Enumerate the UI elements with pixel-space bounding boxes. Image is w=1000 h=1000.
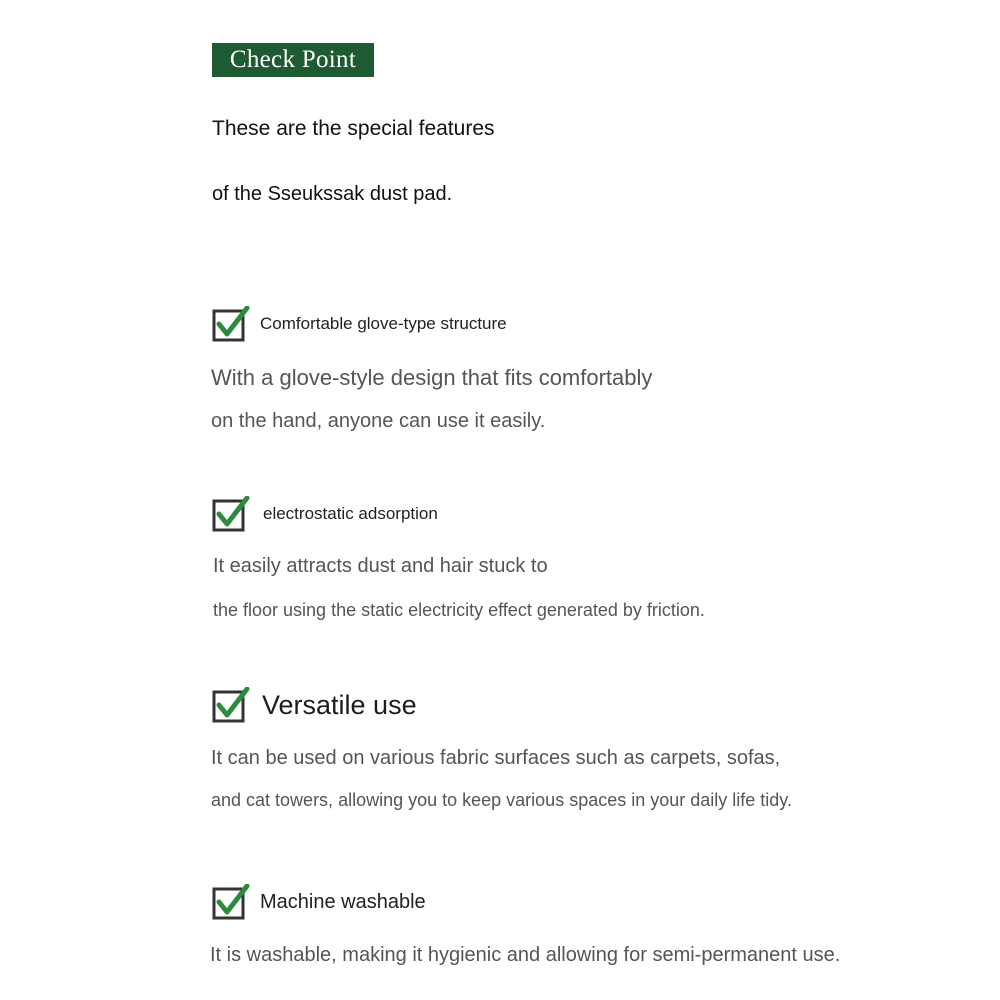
feature-description-line: the floor using the static electricity effect generated by friction.	[213, 600, 705, 620]
feature-description-line: It can be used on various fabric surfaces such as carpets, sofas,	[211, 747, 781, 769]
check-point-badge: Check Point	[212, 43, 374, 77]
feature-versatile-header	[212, 687, 417, 723]
intro-line-2: of the Sseukssak dust pad.	[212, 183, 453, 205]
feature-description-line: With a glove-style design that fits comfortably	[211, 365, 653, 390]
checkbox-checked-icon	[212, 496, 250, 532]
feature-description-line: and cat towers, allowing you to keep various spaces in your daily life tidy.	[211, 790, 792, 810]
feature-glove-header	[212, 306, 507, 342]
checkbox-checked-icon	[212, 687, 250, 723]
intro-line-1: These are the special features	[212, 117, 495, 140]
feature-title: Versatile use	[262, 689, 417, 720]
feature-description-line: It easily attracts dust and hair stuck to	[213, 555, 548, 577]
checkbox-checked-icon	[212, 884, 250, 920]
feature-title: Comfortable glove-type structure	[260, 314, 507, 333]
feature-title: electrostatic adsorption	[263, 504, 438, 523]
feature-washable-header	[212, 884, 426, 920]
feature-description-line: on the hand, anyone can use it easily.	[211, 410, 546, 432]
checkbox-checked-icon	[212, 306, 250, 342]
feature-description-line: It is washable, making it hygienic and allowing for semi-permanent use.	[210, 944, 841, 966]
feature-title: Machine washable	[260, 890, 426, 913]
feature-electrostatic-header	[212, 496, 438, 532]
